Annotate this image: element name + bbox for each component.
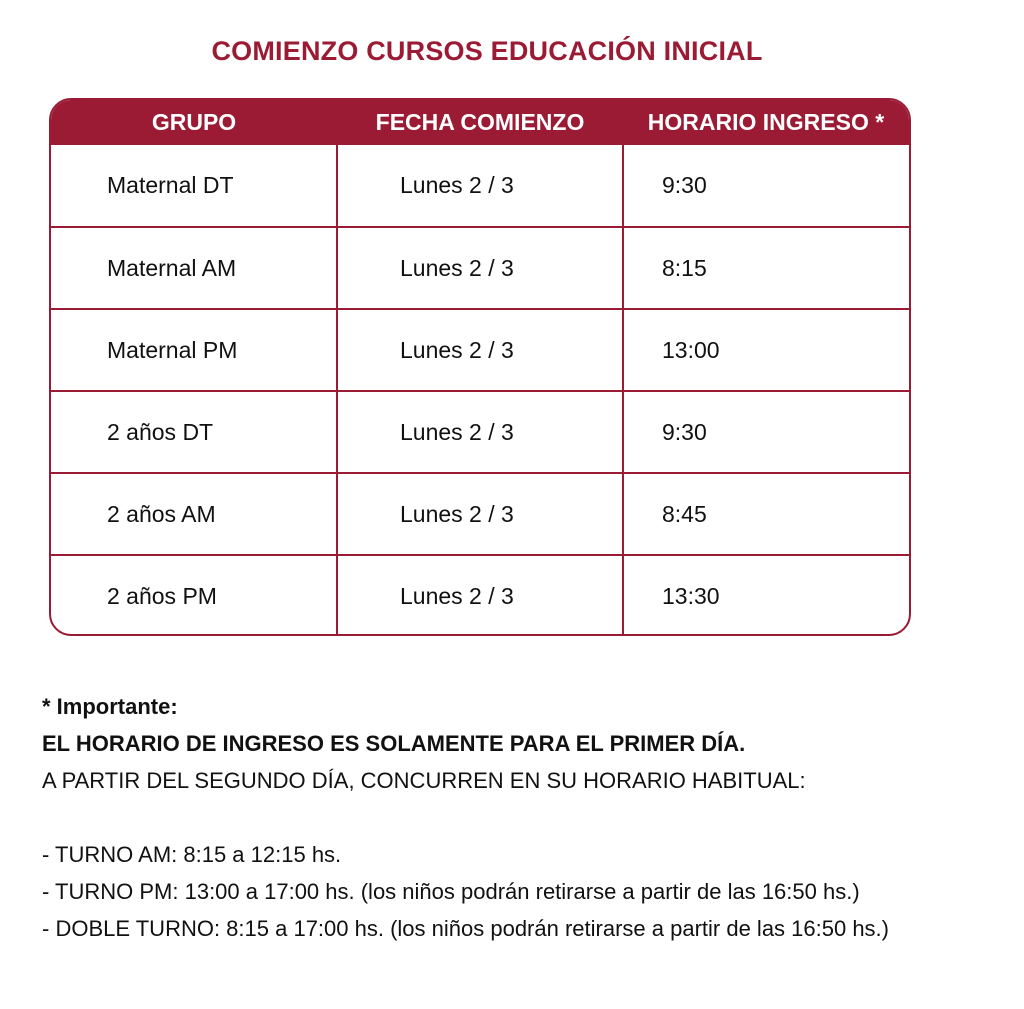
table-row [51,227,909,309]
cell-grupo: 2 años AM [51,473,337,555]
cell-fecha: Lunes 2 / 3 [337,145,623,227]
page-title: COMIENZO CURSOS EDUCACIÓN INICIAL [211,36,763,66]
cell-fecha: Lunes 2 / 3 [337,473,623,555]
header-fecha-comienzo: FECHA COMIENZO [375,109,585,135]
cell-horario: 8:15 [623,227,909,309]
cell-fecha: Lunes 2 / 3 [337,227,623,309]
table-row [51,473,909,555]
cell-horario: 8:45 [623,473,909,555]
cell-horario: 13:30 [662,583,720,609]
notes-spacer [42,799,1012,836]
list-item: - TURNO AM: 8:15 a 12:15 hs. [42,842,342,867]
header-grupo: GRUPO [151,109,237,135]
header-horario-ingreso: HORARIO INGRESO * [647,109,885,135]
cell-grupo: Maternal PM [51,309,337,391]
table-row [51,391,909,473]
cell-fecha: Lunes 2 / 3 [337,309,623,391]
schedule-table [49,98,911,636]
table-row [51,309,909,391]
cell-grupo: Maternal DT [51,145,337,227]
notes-first-day-warning: EL HORARIO DE INGRESO ES SOLAMENTE PARA EL PRIMER DÍA. [42,731,746,756]
list-item: - DOBLE TURNO: 8:15 a 17:00 hs. (los niños podrán retirarse a partir de las 16:50 hs.) [42,916,889,941]
cell-fecha: Lunes 2 / 3 [337,391,623,473]
cell-fecha: Lunes 2 / 3 [337,555,623,636]
notes-heading: * Importante: [42,694,178,719]
list-item: - TURNO PM: 13:00 a 17:00 hs. (los niños podrán retirarse a partir de las 16:50 hs.) [42,879,860,904]
cell-grupo: 2 años PM [51,555,337,636]
cell-grupo: Maternal AM [51,227,337,309]
cell-horario: 13:00 [623,309,909,391]
cell-horario: 9:30 [623,391,909,473]
table-row [51,555,909,636]
table-row [51,145,909,227]
notes-schedule-intro: A PARTIR DEL SEGUNDO DÍA, CONCURREN EN SU HORARIO HABITUAL: [42,768,806,793]
notes-section [42,688,1012,947]
cell-horario: 9:30 [623,145,909,227]
table-header-row [51,100,909,145]
cell-grupo: 2 años DT [51,391,337,473]
